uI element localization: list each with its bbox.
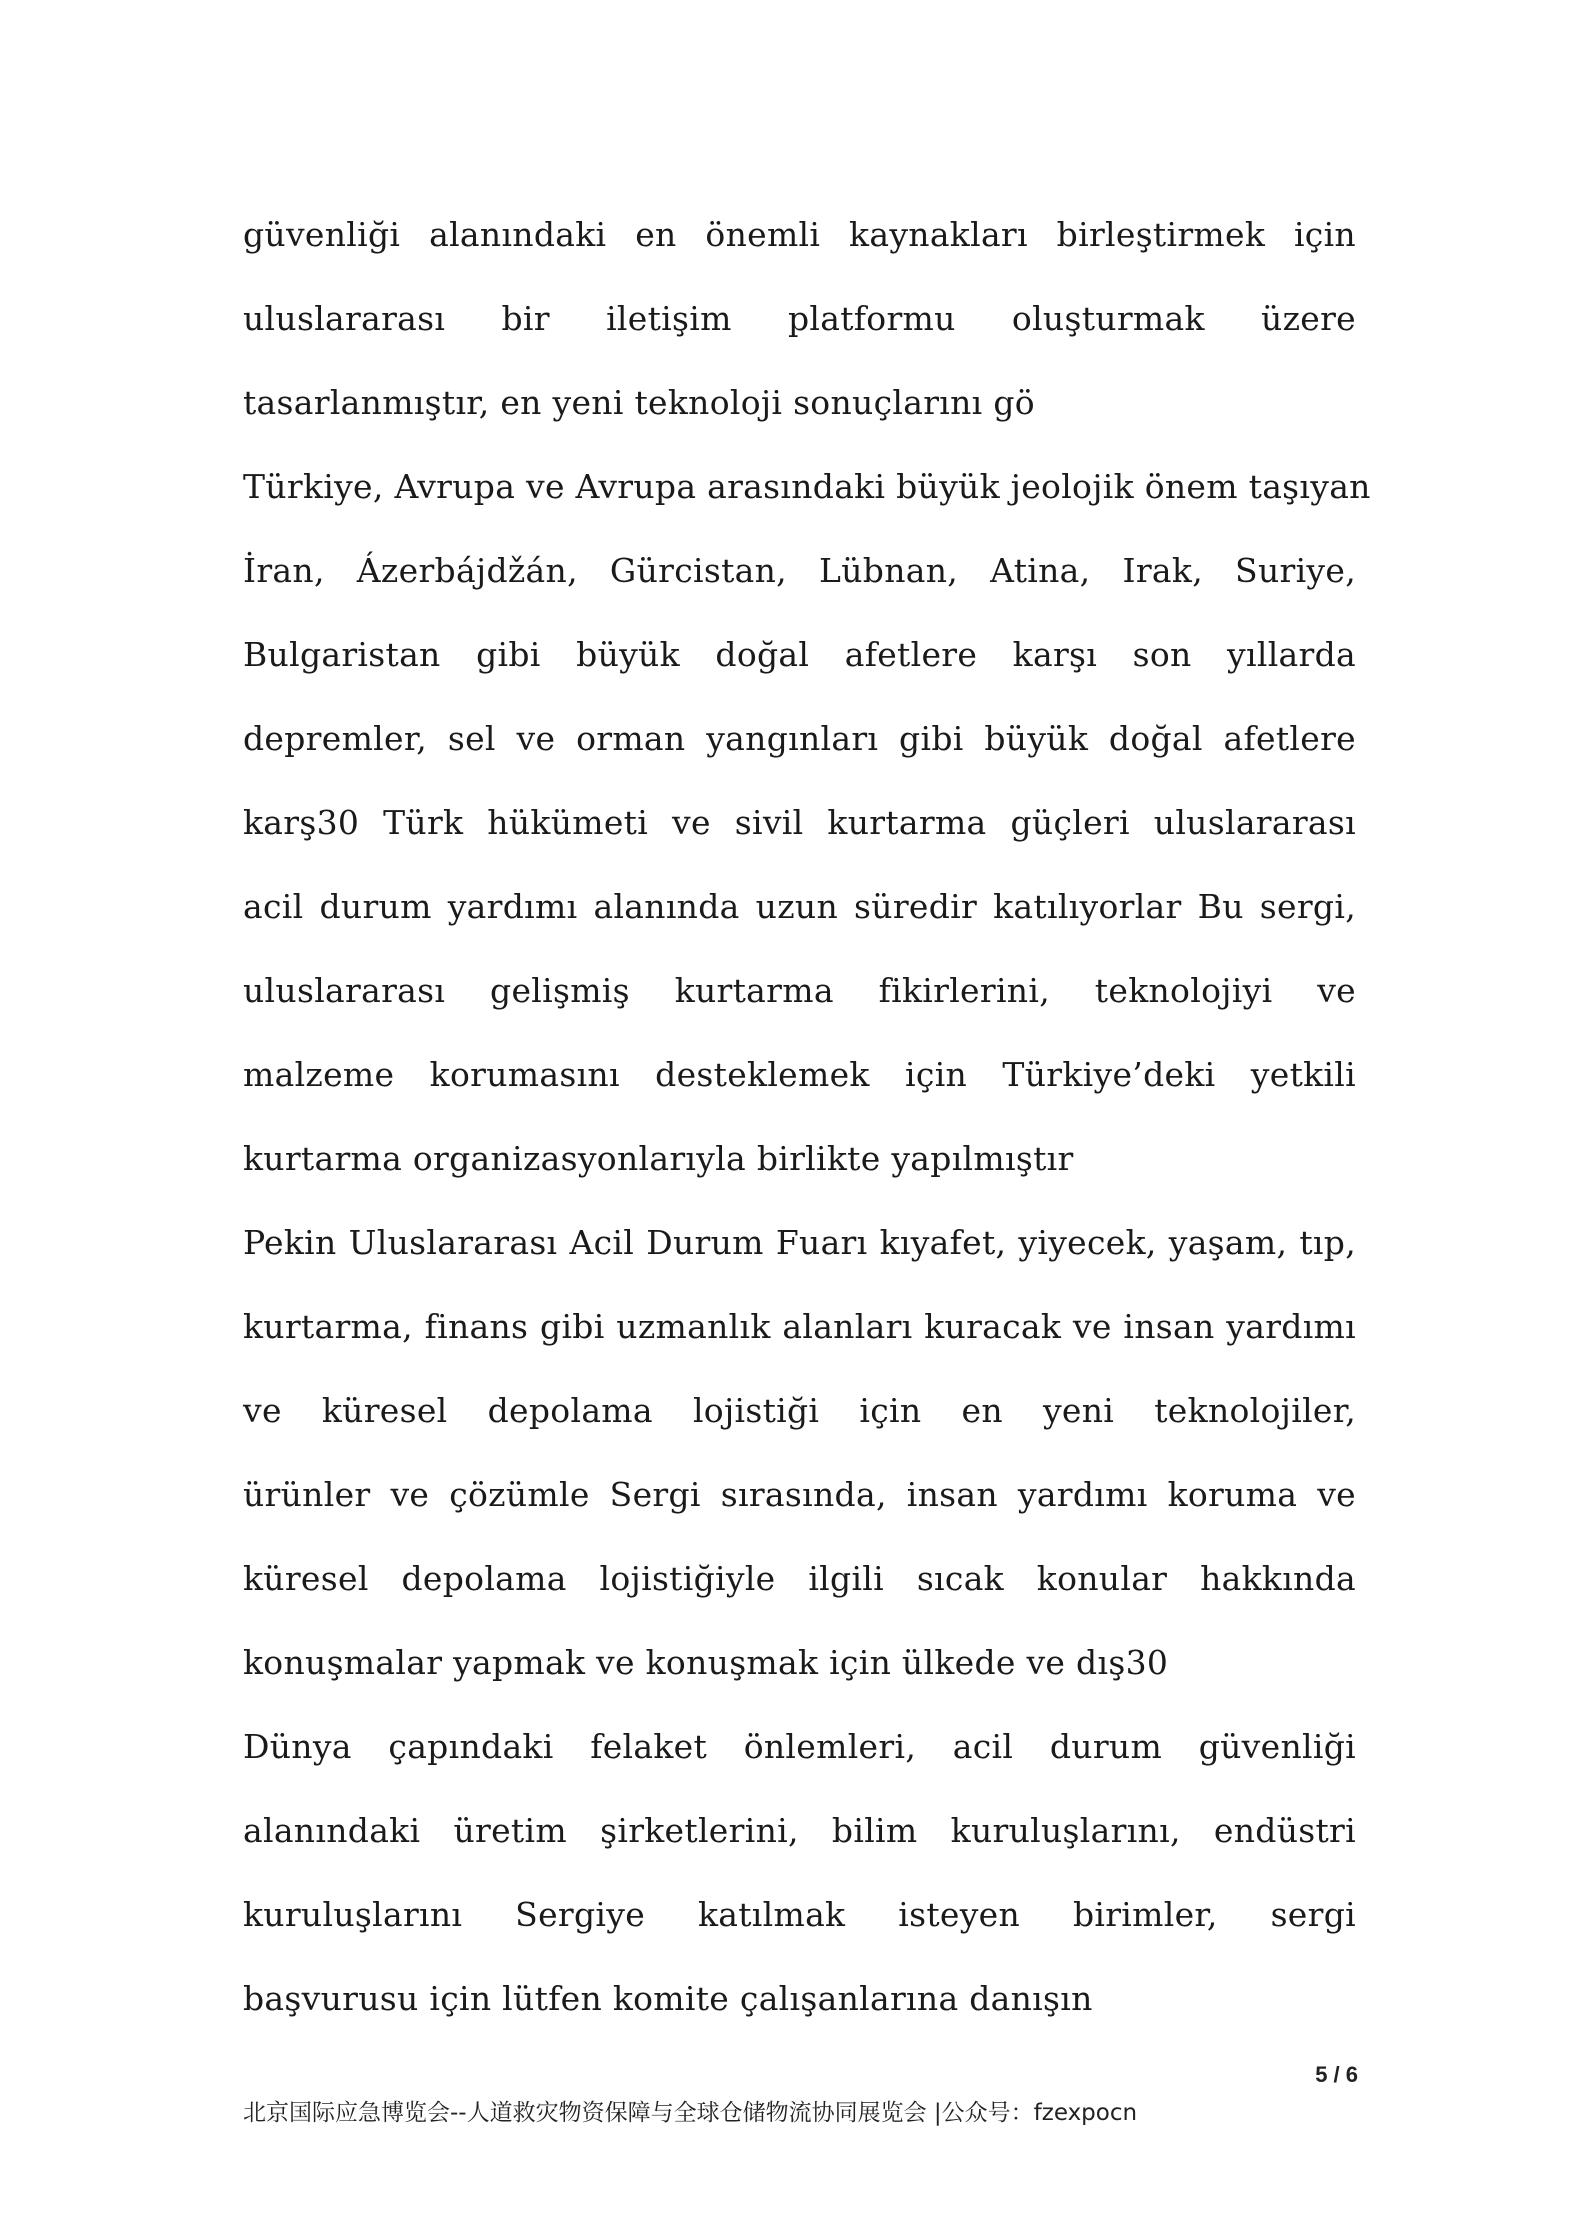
text-line: malzeme korumasını desteklemek için Türkiye’deki yetkili xyxy=(243,1055,1356,1094)
text-line: küresel depolama lojistiğiyle ilgili sıcak konular hakkında xyxy=(243,1559,1356,1598)
text-line: Dünya çapındaki felaket önlemleri, acil durum güvenliği xyxy=(243,1727,1356,1766)
text-line: ürünler ve çözümle Sergi sırasında, insan yardımı koruma ve xyxy=(243,1475,1356,1514)
text-line: karş30 Türk hükümeti ve sivil kurtarma güçleri uluslararası xyxy=(243,803,1356,842)
text-line: tasarlanmıştır, en yeni teknoloji sonuçlarını gö xyxy=(243,383,1035,422)
text-line: Pekin Uluslararası Acil Durum Fuarı kıyafet, yiyecek, yaşam, tıp, xyxy=(243,1223,1356,1262)
text-line: uluslararası gelişmiş kurtarma fikirlerini, teknolojiyi ve xyxy=(243,971,1356,1010)
text-line: depremler, sel ve orman yangınları gibi büyük doğal afetlere xyxy=(243,719,1356,758)
text-line: acil durum yardımı alanında uzun süredir katılıyorlar Bu sergi, xyxy=(243,887,1356,926)
page-number: 5 / 6 xyxy=(1315,2062,1358,2087)
text-line: kuruluşlarını Sergiye katılmak isteyen birimler, sergi xyxy=(243,1895,1356,1934)
text-line: ve küresel depolama lojistiği için en yeni teknolojiler, xyxy=(243,1391,1356,1430)
text-line: kurtarma, finans gibi uzmanlık alanları kuracak ve insan yardımı xyxy=(243,1307,1356,1346)
text-line: alanındaki üretim şirketlerini, bilim kuruluşlarını, endüstri xyxy=(243,1811,1356,1850)
text-line: güvenliği alanındaki en önemli kaynakları birleştirmek için xyxy=(243,215,1356,254)
body-text xyxy=(243,205,1371,2053)
text-line: konuşmalar yapmak ve konuşmak için ülkede ve dış30 xyxy=(243,1643,1169,1682)
text-line: İran, Ázerbájdžán, Gürcistan, Lübnan, Atina, Irak, Suriye, xyxy=(243,551,1356,590)
page-footer: 北京国际应急博览会--人道救灾物资保障与全球仓储物流协同展览会 |公众号：fzexpocn xyxy=(243,2100,1138,2126)
text-line: Bulgaristan gibi büyük doğal afetlere karşı son yıllarda xyxy=(243,635,1356,674)
text-line: başvurusu için lütfen komite çalışanlarına danışın xyxy=(243,1979,1093,2018)
text-line: uluslararası bir iletişim platformu oluşturmak üzere xyxy=(243,299,1356,338)
text-line: kurtarma organizasyonlarıyla birlikte yapılmıştır xyxy=(243,1139,1074,1178)
text-line: Türkiye, Avrupa ve Avrupa arasındaki büyük jeolojik önem taşıyan xyxy=(243,467,1371,506)
